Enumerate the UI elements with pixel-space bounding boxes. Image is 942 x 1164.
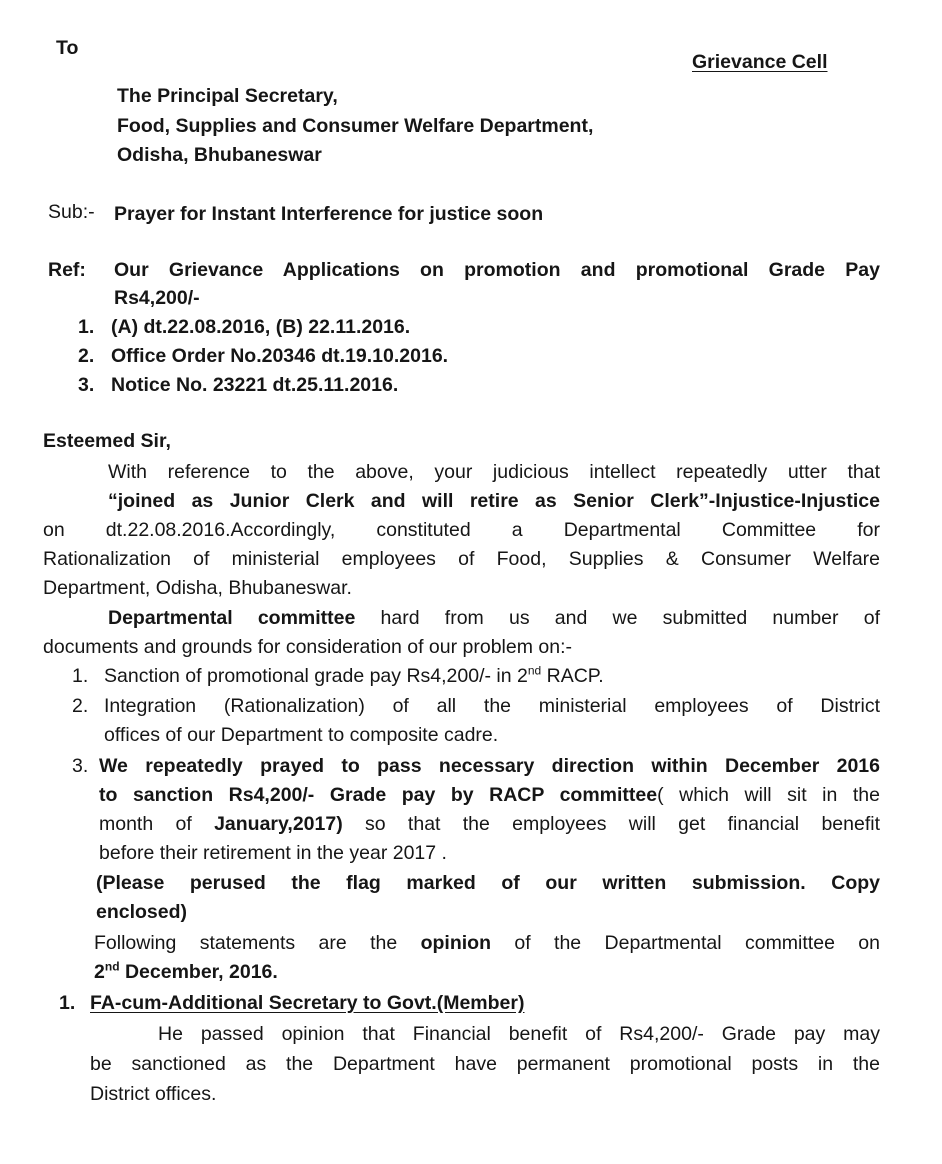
ref-item-number: 1. (78, 316, 95, 338)
ref-item-number: 2. (78, 345, 95, 367)
member-number: 1. (59, 992, 76, 1014)
point-text: Integration (Rationalization) of all the ministerial employees of District (104, 695, 880, 717)
ref-item: (A) dt.22.08.2016, (B) 22.11.2016. (111, 316, 411, 338)
point-number: 1. (72, 665, 89, 687)
paragraph-line: With reference to the above, your judicious intellect repeatedly utter that (108, 461, 880, 483)
paragraph-line (108, 604, 880, 634)
opinion-date-part: 2 (94, 961, 105, 983)
ref-line: Rs4,200/- (114, 287, 200, 309)
ref-label: Ref: (48, 259, 86, 281)
point-number: 3. (72, 755, 89, 777)
ref-line: Our Grievance Applications on promotion and promotional Grade Pay (114, 259, 880, 281)
point-text-part: Sanction of promotional grade pay Rs4,200/- in 2 (104, 665, 528, 687)
subject-label: Sub:- (48, 201, 95, 223)
point-text-part: month of (99, 813, 215, 835)
opinion-bold-text: opinion (420, 932, 491, 954)
paragraph-line: “joined as Junior Clerk and will retire as Senior Clerk”-Injustice-Injustice (108, 490, 880, 512)
addressee-line: The Principal Secretary, (117, 85, 338, 107)
committee-text: hard from us and we submitted number of (355, 607, 880, 629)
opinion-date-part: December, 2016. (119, 961, 278, 983)
point-text-part: RACP. (541, 665, 604, 687)
paragraph-line: on dt.22.08.2016.Accordingly, constituted a Departmental Committee for (43, 519, 880, 541)
addressee-line: Food, Supplies and Consumer Welfare Department, (117, 115, 594, 137)
point-text: offices of our Department to composite cadre. (104, 724, 499, 746)
member-text: District offices. (90, 1083, 217, 1105)
subject-text: Prayer for Instant Interference for justice soon (114, 203, 544, 225)
ref-item: Notice No. 23221 dt.25.11.2016. (111, 374, 399, 396)
point-text-part: ( which will sit in the (657, 784, 880, 806)
ordinal-suffix: nd (527, 663, 542, 678)
point-text: We repeatedly prayed to pass necessary direction within December 2016 (99, 755, 880, 777)
opinion-intro (94, 929, 880, 959)
grievance-cell-heading: Grievance Cell (692, 51, 828, 73)
paragraph-line: documents and grounds for consideration of our problem on:- (43, 636, 572, 658)
addressee-line: Odisha, Bhubaneswar (117, 144, 322, 166)
opinion-text-part: of the Departmental committee on (491, 932, 880, 954)
point-text: before their retirement in the year 2017 . (99, 842, 447, 864)
opinion-date (94, 958, 278, 988)
salutation: Esteemed Sir, (43, 430, 171, 452)
point-text-part: so that the employees will get financial benefit (342, 813, 880, 835)
ref-item-number: 3. (78, 374, 95, 396)
member-text: He passed opinion that Financial benefit of Rs4,200/- Grade pay may (158, 1023, 880, 1045)
paragraph-line: Department, Odisha, Bhubaneswar. (43, 577, 352, 599)
point-bold-text: to sanction Rs4,200/- Grade pay by RACP committee (99, 784, 658, 806)
flag-note: (Please perused the flag marked of our written submission. Copy (96, 872, 880, 894)
ordinal-suffix: nd (104, 959, 120, 974)
member-heading: FA-cum-Additional Secretary to Govt.(Member) (90, 992, 525, 1014)
to-label: To (56, 37, 79, 59)
point-text (99, 810, 880, 840)
flag-note: enclosed) (96, 901, 188, 923)
point-bold-text: January,2017) (214, 813, 343, 835)
ref-item: Office Order No.20346 dt.19.10.2016. (111, 345, 449, 367)
member-text: be sanctioned as the Department have permanent promotional posts in the (90, 1053, 880, 1075)
point-text (99, 781, 880, 811)
paragraph-line: Rationalization of ministerial employees of Food, Supplies & Consumer Welfare (43, 548, 880, 570)
committee-bold-text: Departmental committee (108, 607, 356, 629)
point-text (104, 662, 604, 692)
opinion-text-part: Following statements are the (94, 932, 421, 954)
point-number: 2. (72, 695, 89, 717)
